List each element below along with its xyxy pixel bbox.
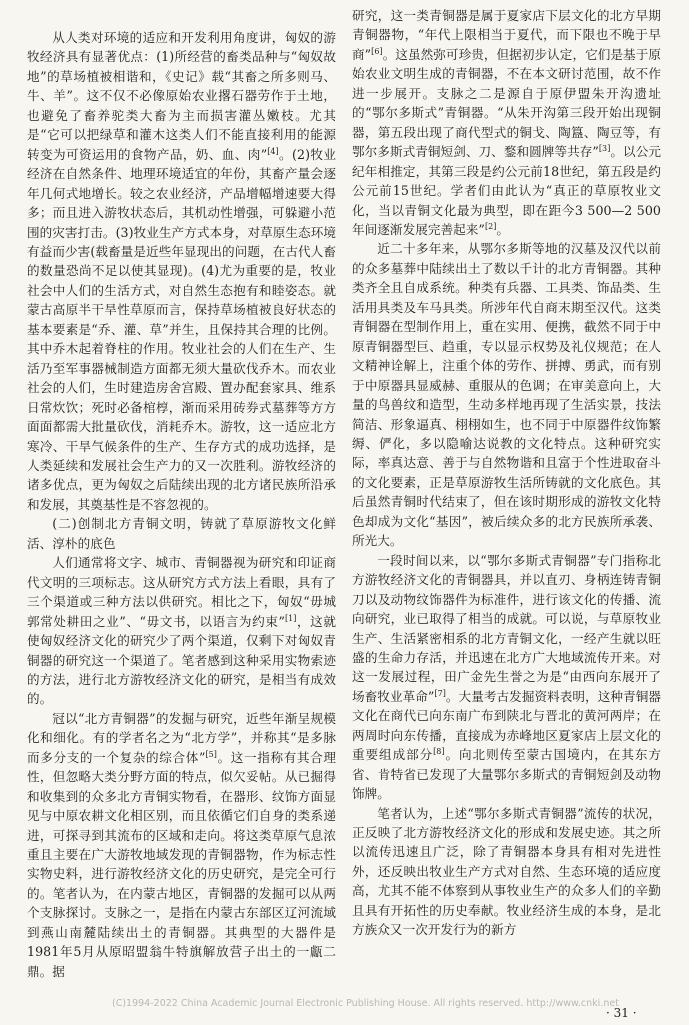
paragraph-ordos-spread: 一段时间以来，以“鄂尔多斯式青铜器”专门指称北方游牧经济文化的青铜器具，并以直刃、身柄连铸青铜刀以及动物纹饰器件为标准件，进行该文化的传播、流向研究，业已取得了相当的成就。可以说，与草原牧业生产、生活紧密相系的北方青铜文化，一经产生就以旺盛的生命力存活，并迅速在北方广大地域流传开来。对这一发展过程，田广金先生誉之为是“由西向东展开了场畜牧业革命”[7]。大量考古发掘资料表明，这种青铜器文化在商代已向东南广布到陕北与晋北的黄河两岸；在两周时向东传播，直接成为赤峰地区夏家店上层文化的重要组成部分[8]。向北则传至蒙古国境内，在其东方省、肯特省已发现了大量鄂尔多斯式的青铜短剑及动物饰牌。: [352, 552, 661, 802]
left-column: [27, 28, 336, 981]
paragraph-ordos-finds: 近二十多年来，从鄂尔多斯等地的汉墓及汉代以前的众多墓葬中陆续出土了数以千计的北方青铜器。其种类齐全且自成系统。种类有兵器、工具类、饰品类、生活用具类及车马具类。所涉年代自商末期至汉代。这类青铜器在型制作用上，重在实用、便携，截然不同于中原青铜器型巨、趋重，专以显示权势及礼仪规范；在人文精神诠解上，注重个体的劳作、拼搏、勇武，而有别于中原器具显威赫、重服从的色调；在审美意向上，大量的鸟兽纹和造型，生动多样地再现了生活实景，技法简洁、形象逼真、栩栩如生，也不同于中原器件纹饰繁缛、俨化，多以隐喻达说教的文化特点。这种研究实际，率真达意、善于与自然物谐和且富于个性进取奋斗的文化要素，正是草原游牧生活所铸就的文化底色。其后虽然青铜时代结束了，但在该时期形成的游牧文化特色却成为文化“基因”，被后续众多的北方民族所承袭、所光大。: [352, 241, 661, 549]
citation-ref[interactable]: [4]: [267, 146, 279, 156]
section-heading: (二)创制北方青铜文明，铸就了草原游牧文化鲜活、淳朴的底色: [27, 516, 336, 551]
citation-ref[interactable]: [3]: [598, 143, 611, 153]
page-number: · 31 ·: [606, 1006, 637, 1020]
paragraph-northern-bronze: 冠以“北方青铜器”的发掘与研究，近些年渐呈规模化和细化。有的学者名之为“北方学”，并称其“是多脉而多分支的一个复杂的综合体”[5]。这一指称有其合理性，但忽略大类分野方面的特点，似欠妥帖。从已掘得和收集到的众多北方青铜实物看，在器形、纹饰方面显见与中原农耕文化相区别，而且依循它们自身的类系递进，可探寻到其流布的区域和走向。将这类草原气息浓重且主要在广大游牧地域发现的青铜器物，作为标志性实物史料，进行游牧经济文化的历史研究，是完全可行的。笔者认为，在内蒙古地区，青铜器的发掘可以从两个支脉探讨。支脉之一，是指在内蒙古东部区辽河流域到燕山南麓陆续出土的青铜器。其典型的大器件是1981年5月从原昭盟翁牛特旗解放营子出土的一甗二鼎。据: [27, 710, 337, 979]
citation-ref[interactable]: [7]: [434, 688, 446, 698]
citation-ref[interactable]: [2]: [484, 221, 497, 231]
citation-ref[interactable]: [8]: [433, 747, 445, 757]
paragraph-author-view: 笔者认为，上述“鄂尔多斯式青铜器”流传的状况，正反映了北方游牧经济文化的形成和发展史迹。其之所以流传迅速且广泛，除了青铜器本身具有相对先进性外，还反映出牧业生产方式对自然、生态环境的适应度高，尤其不能不体察到从事牧业生产的众多人们的辛勤且具有开拓性的历史奉献。牧业经济生成的本身，是北方族众又一次开发行为的新方: [352, 805, 661, 938]
right-column: [352, 6, 661, 940]
paragraph-nomadic-advantages: 从人类对环境的适应和开发利用角度讲，匈奴的游牧经济具有显著优点：(1)所经营的畜类品种与“匈奴故地”的草场植被相谐和，《史记》载“其畜之所多则马、牛、羊”。这不仅不必像原始农业撂石器劳作于土地，也避免了畜养驼类大畜为主而损害灌丛嫩枝。尤其是“它可以把绿草和灌木这类人们不能直接利用的能源转变为可资运用的食物产品，奶、血、肉”[4]。(2)牧业经济在自然条件、地理环境适宜的年份，其畜产量会逐年几何式地增长。较之农业经济，产品增幅增速要大得多；而且进入游牧状态后，其机动性增强，可躲避小范围的灾害打击。(3)牧业生产方式本身，对草原生态环境有益而少害(载畜量是近些年显现出的问题，在古代人畜的数量恐尚不足以使其显现)。(4)尤为重要的是，牧业社会中人们的生活方式，对自然生态抱有和睦姿态。就蒙古高原半干旱性草原而言，保持草场植被良好状态的基本要素是“乔、灌、草”并生，且保持其合理的比例。其中乔木起着脊柱的作用。牧业社会的人们在生产、生活乃至军事器械制造方面都无须大量砍伐乔木。而农业社会的人们，生时建造房舍宫殿、置办配套家具、维系日常炊饮；死时必备棺椁，渐而采用砖券式墓葬等方方面面都需大批量砍伐，消耗乔木。游牧，这一适应北方寒冷、干旱气候条件的生产、生存方式的成功选择，是人类延续和发展社会生产力的又一次胜利。游牧经济的诸多优点，更为匈奴之后陆续出现的北方诸民族所沿承和发展，其奠基性是不容忽视的。: [27, 30, 337, 512]
copyright-watermark: (C)1994-2022 China Academic Journal Electronic Publishing House. All rights reserved. http://www.cnki.net: [112, 998, 619, 1009]
paragraph-bronze-study-method: 人们通常将文字、城市、青铜器视为研究和印证商代文明的三项标志。这从研究方式方法上看眼，具有了三个渠道或三种方法以供研究。相比之下，匈奴“毋城郭常处耕田之业”、“毋文书，以语言为约束”[1]，这就使匈奴经济文化的研究少了两个渠道，仅剩下对匈奴青铜器的研究这一个渠道了。笔者感到这种采用实物索迹的方法，进行北方游牧经济文化的研究，是相当有成效的。: [27, 555, 336, 707]
paragraph-continuation: 研究，这一类青铜器是属于夏家店下层文化的北方早期青铜器物，“年代上限相当于夏代，而下限也不晚于早商”[6]。这虽然弥可珍贵，但据初步认定，它们是基于原始农业文明生成的青铜器，不在本文研讨范围，故不作进一步展开。支脉之二是源自于原伊盟朱开沟遗址的“鄂尔多斯式”青铜器。“从朱开沟第三段开始出现铜器，第五段出现了商代型式的铜戈、陶簋、陶豆等，有鄂尔多斯式青铜短剑、刀、鍪和圆牌等共存”[3]。以公元纪年相推定，其第三段是约公元前18世纪，第五段是约公元前15世纪。学者们由此认为“真正的草原牧业文化，当以青铜文化最为典型，即在距今3 500—2 500年间逐渐发展完善起来”[2]。: [352, 8, 661, 237]
citation-ref[interactable]: [6]: [371, 46, 383, 56]
citation-ref[interactable]: [1]: [284, 613, 297, 623]
citation-ref[interactable]: [5]: [205, 749, 217, 759]
